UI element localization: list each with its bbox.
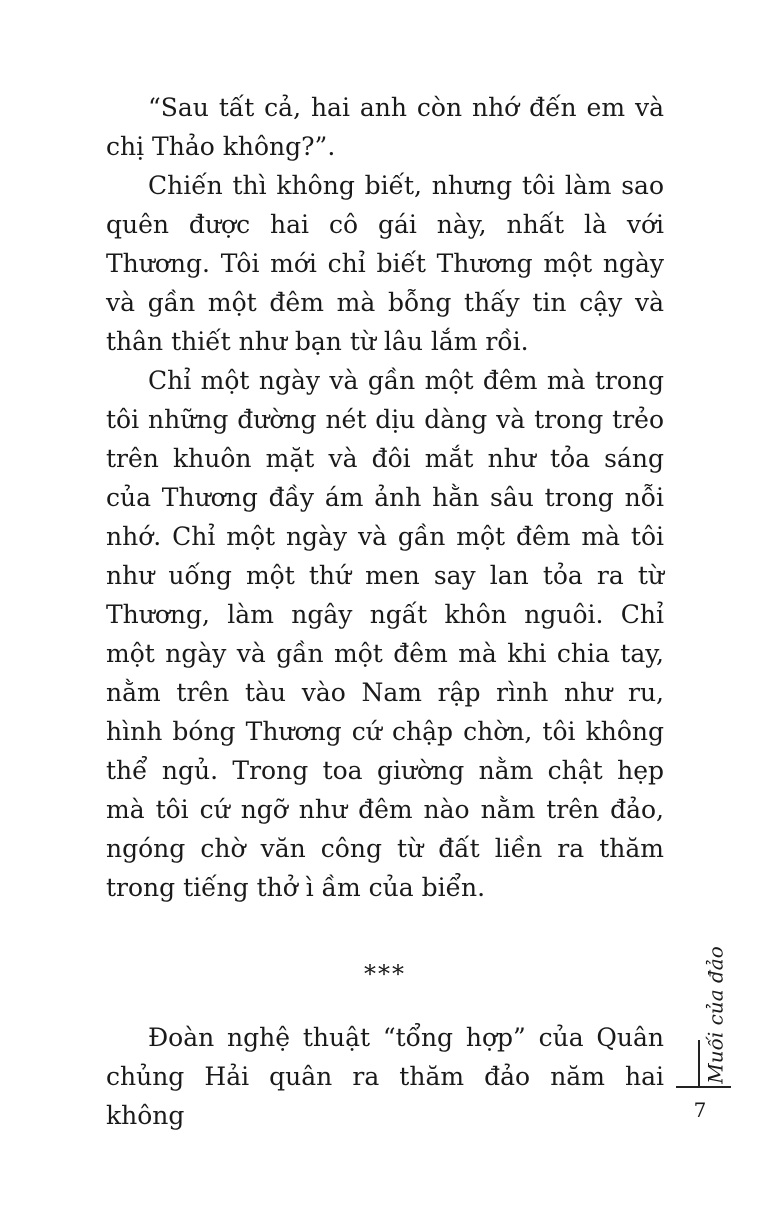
running-title <box>675 945 728 1084</box>
page-body <box>106 88 664 1135</box>
paragraph-4: Đoàn nghệ thuật “tổng hợp” của Quân chủng Hải quân ra thăm đảo năm hai không <box>106 1023 664 1130</box>
section-separator: *** <box>364 960 406 988</box>
paragraph-2: Chiến thì không biết, nhưng tôi làm sao quên được hai cô gái này, nhất là với Thương. Tôi mới chỉ biết Thương một ngày và gần một đêm mà bỗng thấy tin cậy và thân thiết như bạn từ lâu lắm rồi. <box>106 171 664 356</box>
running-title-text: Muối của đảo <box>703 946 728 1084</box>
page-number: 7 <box>693 1098 707 1122</box>
footer-rule <box>676 1086 731 1088</box>
footer-vertical-rule <box>698 1040 700 1088</box>
paragraph-1: “Sau tất cả, hai anh còn nhớ đến em và chị Thảo không?”. <box>106 93 664 161</box>
paragraph-3: Chỉ một ngày và gần một đêm mà trong tôi những đường nét dịu dàng và trong trẻo trên khuôn mặt và đôi mắt như tỏa sáng của Thương đầy ám ảnh hằn sâu trong nỗi nhớ. Chỉ một ngày và gần một đêm mà tôi như uống một thứ men say lan tỏa ra từ Thương, làm ngây ngất khôn nguôi. Chỉ một ngày và gần một đêm mà khi chia tay, nằm trên tàu vào Nam rập rình như ru, hình bóng Thương cứ chập chờn, tôi không thể ngủ. Trong toa giường nằm chật hẹp mà tôi cứ ngỡ như đêm nào nằm trên đảo, ngóng chờ văn công từ đất liền ra thăm trong tiếng thở ì ầm của biển. <box>106 366 664 902</box>
